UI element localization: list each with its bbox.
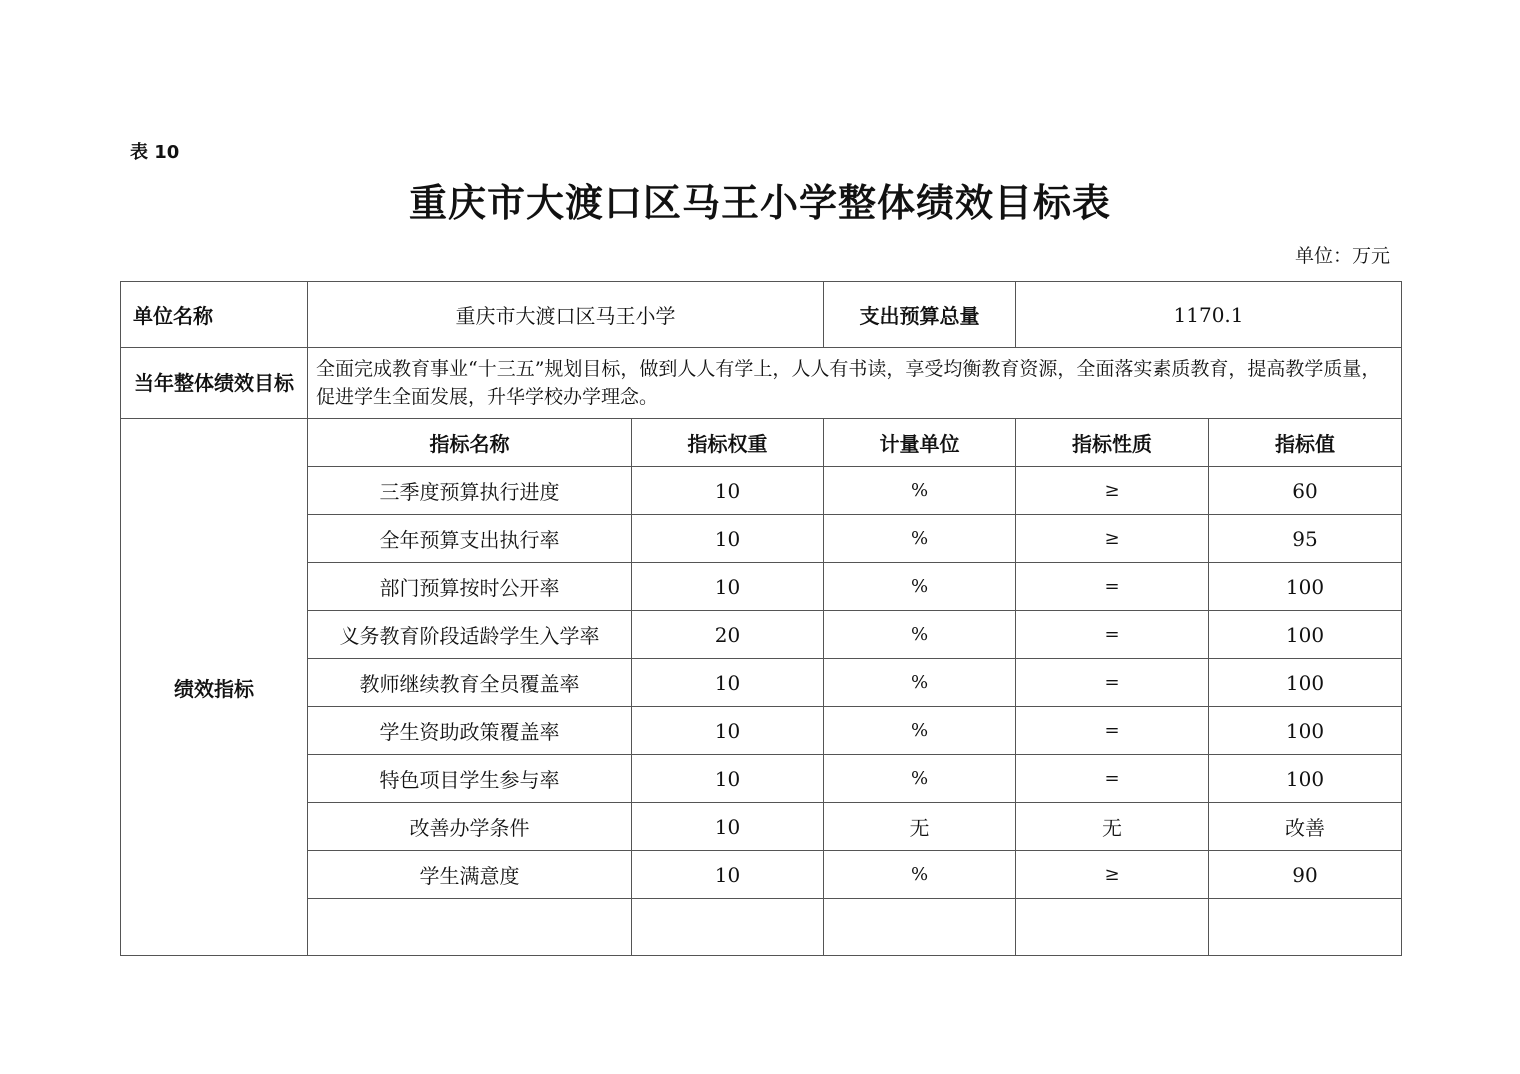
indicator-weight-cell: 10 xyxy=(632,659,824,707)
indicator-value-cell: 100 xyxy=(1209,755,1402,803)
indicator-unit-cell: 无 xyxy=(824,803,1016,851)
table-row xyxy=(121,899,1402,956)
indicator-value-cell: 改善 xyxy=(1209,803,1402,851)
indicator-name-cell: 特色项目学生参与率 xyxy=(308,755,632,803)
indicator-nature-cell: = xyxy=(1016,755,1209,803)
indicator-name-cell xyxy=(308,899,632,956)
indicator-unit-cell: % xyxy=(824,851,1016,899)
indicator-value-cell: 90 xyxy=(1209,851,1402,899)
indicator-value-cell: 100 xyxy=(1209,563,1402,611)
indicator-nature-cell: = xyxy=(1016,611,1209,659)
table-row xyxy=(121,659,1402,707)
indicator-nature-cell: = xyxy=(1016,563,1209,611)
table-row xyxy=(121,467,1402,515)
unit-row xyxy=(121,282,1402,348)
unit-note: 单位：万元 xyxy=(1294,245,1390,267)
indicator-nature-cell: = xyxy=(1016,659,1209,707)
goal-text: 全面完成教育事业“十三五”规划目标，做到人人有学上，人人有书读，享受均衡教育资源，全面落实素质教育，提高教学质量，促进学生全面发展，升华学校办学理念。 xyxy=(308,348,1402,419)
indicator-nature-cell: = xyxy=(1016,707,1209,755)
unit-name-label: 单位名称 xyxy=(121,282,308,348)
indicator-unit-cell: % xyxy=(824,611,1016,659)
table-number: 表 10 xyxy=(130,142,180,163)
indicator-unit-cell: % xyxy=(824,467,1016,515)
indicator-name-cell: 学生资助政策覆盖率 xyxy=(308,707,632,755)
table-row xyxy=(121,515,1402,563)
performance-goal-table xyxy=(120,281,1402,956)
indicator-nature-cell: ≥ xyxy=(1016,467,1209,515)
indicator-weight-cell: 20 xyxy=(632,611,824,659)
column-header: 指标名称 xyxy=(308,419,632,467)
indicator-unit-cell xyxy=(824,899,1016,956)
indicator-unit-cell: % xyxy=(824,755,1016,803)
indicator-value-cell: 95 xyxy=(1209,515,1402,563)
indicator-name-cell: 部门预算按时公开率 xyxy=(308,563,632,611)
indicator-header-row xyxy=(121,419,1402,467)
table-row xyxy=(121,611,1402,659)
indicator-weight-cell: 10 xyxy=(632,467,824,515)
goal-label: 当年整体绩效目标 xyxy=(121,348,308,419)
indicator-weight-cell: 10 xyxy=(632,707,824,755)
indicator-name-cell: 学生满意度 xyxy=(308,851,632,899)
indicator-weight-cell: 10 xyxy=(632,515,824,563)
goal-row xyxy=(121,348,1402,419)
document-title: 重庆市大渡口区马王小学整体绩效目标表 xyxy=(408,181,1111,225)
indicator-unit-cell: % xyxy=(824,563,1016,611)
table-body xyxy=(121,282,1402,956)
column-header: 指标权重 xyxy=(632,419,824,467)
column-header: 指标值 xyxy=(1209,419,1402,467)
indicator-nature-cell: 无 xyxy=(1016,803,1209,851)
indicator-nature-cell: ≥ xyxy=(1016,851,1209,899)
indicator-value-cell: 100 xyxy=(1209,611,1402,659)
indicator-value-cell: 100 xyxy=(1209,707,1402,755)
indicator-weight-cell: 10 xyxy=(632,563,824,611)
indicator-name-cell: 全年预算支出执行率 xyxy=(308,515,632,563)
indicator-name-cell: 义务教育阶段适龄学生入学率 xyxy=(308,611,632,659)
indicator-weight-cell: 10 xyxy=(632,755,824,803)
table-row xyxy=(121,803,1402,851)
indicator-unit-cell: % xyxy=(824,515,1016,563)
indicator-weight-cell: 10 xyxy=(632,851,824,899)
indicator-nature-cell: ≥ xyxy=(1016,515,1209,563)
indicator-name-cell: 改善办学条件 xyxy=(308,803,632,851)
indicator-unit-cell: % xyxy=(824,659,1016,707)
table-row xyxy=(121,851,1402,899)
indicator-weight-cell xyxy=(632,899,824,956)
indicator-nature-cell xyxy=(1016,899,1209,956)
indicator-value-cell xyxy=(1209,899,1402,956)
indicator-weight-cell: 10 xyxy=(632,803,824,851)
indicator-value-cell: 100 xyxy=(1209,659,1402,707)
indicators-label: 绩效指标 xyxy=(121,419,308,956)
column-header: 指标性质 xyxy=(1016,419,1209,467)
indicator-name-cell: 教师继续教育全员覆盖率 xyxy=(308,659,632,707)
table-row xyxy=(121,707,1402,755)
budget-label: 支出预算总量 xyxy=(824,282,1016,348)
table-row xyxy=(121,563,1402,611)
indicator-value-cell: 60 xyxy=(1209,467,1402,515)
indicator-name-cell: 三季度预算执行进度 xyxy=(308,467,632,515)
table-row xyxy=(121,755,1402,803)
unit-name-value: 重庆市大渡口区马王小学 xyxy=(308,282,824,348)
indicator-unit-cell: % xyxy=(824,707,1016,755)
column-header: 计量单位 xyxy=(824,419,1016,467)
budget-value: 1170.1 xyxy=(1016,282,1402,348)
